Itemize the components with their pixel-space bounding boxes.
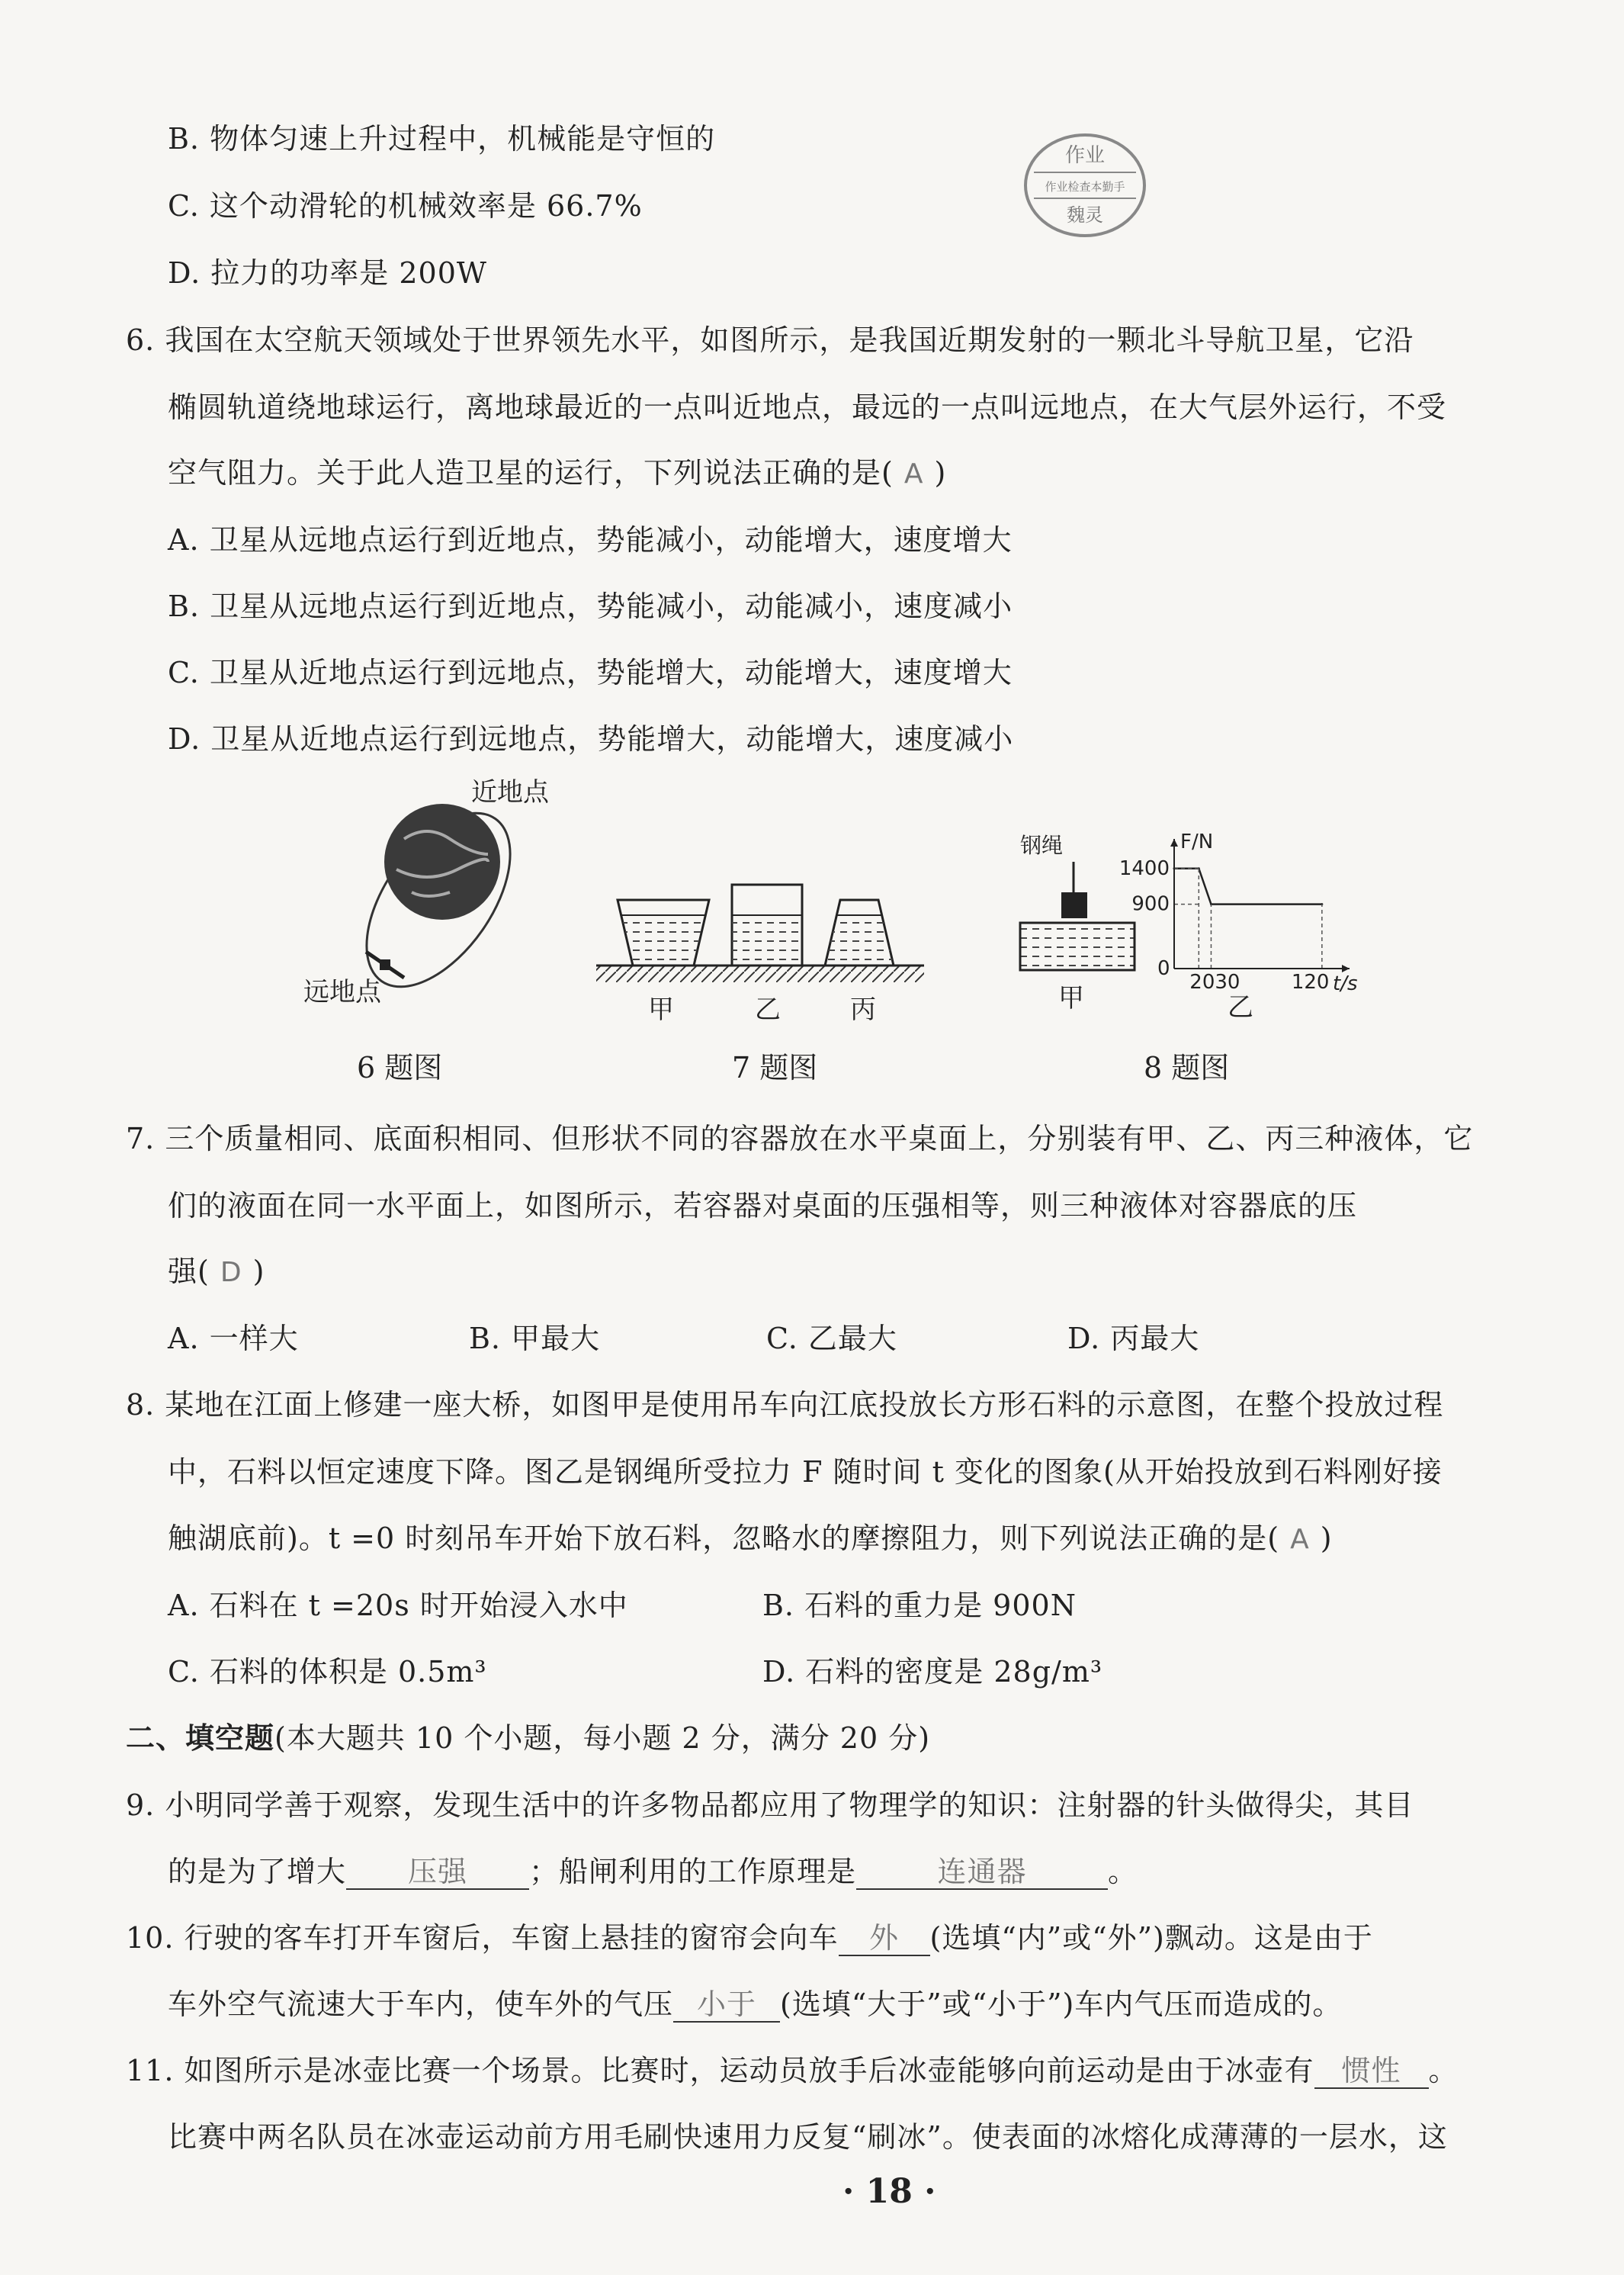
section2-title: 二、填空题 xyxy=(126,1721,275,1755)
page-number: · 18 · xyxy=(842,2172,936,2211)
q6-close-paren: ) xyxy=(934,456,947,490)
fig7-label-jia: 甲 xyxy=(648,995,674,1025)
q8-stem-text: 触湖底前)。t =0 时刻吊车开始下放石料，忽略水的摩擦阻力，则下列说法正确的是( xyxy=(168,1521,1280,1555)
stone-block xyxy=(1061,892,1087,918)
chart-y-axis-label: F/N xyxy=(1180,831,1214,853)
q9-blank-1[interactable]: 压强 xyxy=(346,1855,529,1890)
q10-text-post2: (选填“大于”或“小于”)车内气压而造成的。 xyxy=(780,1987,1343,2021)
q6-option-c: C. 卫星从近地点运行到远地点，势能增大，动能增大，速度增大 xyxy=(168,656,1013,689)
q7-stem-line1: 7. 三个质量相同、底面积相同、但形状不同的容器放在水平桌面上，分别装有甲、乙、丙三种液体，它 xyxy=(126,1122,1474,1155)
q9-text-end: 。 xyxy=(1108,1855,1138,1888)
q7-close-paren: ) xyxy=(252,1255,265,1288)
q7-stem-line2: 们的液面在同一水平面上，如图所示，若容器对桌面的压强相等，则三种液体对容器底的压 xyxy=(168,1189,1358,1223)
chart-y-tick-1400: 1400 xyxy=(1119,856,1170,880)
chart-origin-label: 0 xyxy=(1157,957,1170,980)
earth-icon xyxy=(384,804,500,920)
chart-x-axis-label: t/s xyxy=(1333,972,1358,995)
q10-blank-1[interactable]: 外 xyxy=(839,1921,930,1956)
fig8-caption: 8 题图 xyxy=(1144,1051,1230,1084)
fig7-label-yi: 乙 xyxy=(755,995,781,1025)
q11-stem-line2: 比赛中两名队员在冰壶运动前方用毛刷快速用力反复“刷冰”。使表面的冰熔化成薄薄的一层水，这 xyxy=(168,2120,1448,2154)
stamp-top-text: 作业 xyxy=(1064,144,1106,167)
q9-text-pre: 的是为了增大 xyxy=(168,1855,347,1888)
fig6-near-point-label: 近地点 xyxy=(471,777,549,808)
fig8-label-yi: 乙 xyxy=(1228,992,1253,1023)
stamp-middle-text: 作业检查本勤手 xyxy=(1045,180,1125,194)
fig8-label-jia: 甲 xyxy=(1058,983,1084,1014)
q8-stem-line1: 8. 某地在江面上修建一座大桥，如图甲是使用吊车向江底投放长方形石料的示意图，在整个投放过程 xyxy=(126,1388,1444,1422)
chart-x-tick-2030: 2030 xyxy=(1189,971,1240,994)
q10-stem-line1 xyxy=(126,1917,1373,1958)
section2-desc: (本大题共 10 个小题，每小题 2 分，满分 20 分) xyxy=(274,1721,931,1755)
q10-text-pre2: 车外空气流速大于车内，使车外的气压 xyxy=(168,1987,674,2021)
q7-answer: D xyxy=(220,1257,242,1288)
fig6-far-point-label: 远地点 xyxy=(303,977,381,1007)
q10-stem-line2 xyxy=(168,1984,1342,2025)
q5-option-c: C. 这个动滑轮的机械效率是 66.7% xyxy=(168,189,643,223)
q9-blank-2[interactable]: 连通器 xyxy=(856,1855,1108,1890)
homework-stamp xyxy=(1020,128,1150,243)
fig8-force-time-chart xyxy=(1119,831,1365,1030)
q8-stem-line2: 中，石料以恒定速度下降。图乙是钢绳所受拉力 F 随时间 t 变化的图象(从开始投放到石料刚好接 xyxy=(168,1455,1443,1489)
fig8-crane-diagram xyxy=(1006,824,1159,1022)
q8-option-c: C. 石料的体积是 0.5m³ xyxy=(168,1655,487,1689)
q5-option-d: D. 拉力的功率是 200W xyxy=(168,256,487,290)
q10-blank-2[interactable]: 小于 xyxy=(673,1987,780,2023)
q6-stem-line2: 椭圆轨道绕地球运行，离地球最近的一点叫近地点，最远的一点叫远地点，在大气层外运行，不受 xyxy=(168,390,1447,424)
fig7-containers xyxy=(595,854,930,1030)
satellite-icon xyxy=(366,952,404,978)
q11-blank-1[interactable]: 惯性 xyxy=(1314,2054,1429,2089)
q9-text-mid: ；船闸利用的工作原理是 xyxy=(529,1855,857,1888)
q8-option-d: D. 石料的密度是 28g/m³ xyxy=(762,1655,1103,1689)
section2-heading xyxy=(126,1717,930,1759)
stamp-bottom-text: 魏灵 xyxy=(1067,204,1103,226)
q11-stem-line1 xyxy=(126,2050,1459,2091)
fig6-satellite-orbit xyxy=(290,778,595,1022)
fig7-label-bing: 丙 xyxy=(850,995,876,1025)
q7-stem-text: 强( xyxy=(168,1255,210,1288)
q11-text-pre1: 11. 如图所示是冰壶比赛一个场景。比赛时，运动员放手后冰壶能够向前运动是由于冰壶有 xyxy=(126,2054,1314,2087)
q6-stem-line3 xyxy=(168,452,946,495)
q6-option-b: B. 卫星从远地点运行到近地点，势能减小，动能减小，速度减小 xyxy=(168,590,1013,623)
q6-answer: A xyxy=(903,458,924,490)
q7-option-c: C. 乙最大 xyxy=(766,1322,897,1355)
q7-option-b: B. 甲最大 xyxy=(469,1322,601,1355)
chart-x-tick-120: 120 xyxy=(1291,971,1330,994)
q6-stem-line1: 6. 我国在太空航天领域处于世界领先水平，如图所示，是我国近期发射的一颗北斗导航卫星，它沿 xyxy=(126,323,1414,357)
q8-option-a: A. 石料在 t =20s 时开始浸入水中 xyxy=(168,1589,628,1622)
q11-text-post1: 。 xyxy=(1428,2054,1459,2087)
q8-close-paren: ) xyxy=(1320,1521,1333,1555)
fig8-rope-label: 钢绳 xyxy=(1020,833,1064,858)
q8-answer: A xyxy=(1290,1524,1310,1555)
q9-stem-line1: 9. 小明同学善于观察，发现生活中的许多物品都应用了物理学的知识：注射器的针头做得尖，其目 xyxy=(126,1788,1414,1822)
q8-option-b: B. 石料的重力是 900N xyxy=(762,1589,1077,1622)
q7-option-d: D. 丙最大 xyxy=(1067,1322,1200,1355)
q10-text-post1: (选填“内”或“外”)飘动。这是由于 xyxy=(929,1921,1373,1955)
q6-option-a: A. 卫星从远地点运行到近地点，势能减小，动能增大，速度增大 xyxy=(168,523,1013,557)
fig7-caption: 7 题图 xyxy=(732,1051,818,1084)
q7-option-a: A. 一样大 xyxy=(168,1322,299,1355)
fig6-caption: 6 题图 xyxy=(357,1051,443,1084)
q7-stem-line3 xyxy=(168,1251,265,1293)
q5-option-b: B. 物体匀速上升过程中，机械能是守恒的 xyxy=(168,122,716,156)
chart-y-tick-900: 900 xyxy=(1131,892,1170,916)
chart-force-series-line xyxy=(1174,869,1322,905)
q10-text-pre1: 10. 行驶的客车打开车窗后，车窗上悬挂的窗帘会向车 xyxy=(126,1921,839,1955)
q8-stem-line3 xyxy=(168,1518,1333,1560)
q6-option-d: D. 卫星从近地点运行到远地点，势能增大，动能增大，速度减小 xyxy=(168,722,1014,756)
q6-stem-text: 空气阻力。关于此人造卫星的运行，下列说法正确的是( xyxy=(168,456,894,490)
q9-stem-line2 xyxy=(168,1851,1138,1892)
